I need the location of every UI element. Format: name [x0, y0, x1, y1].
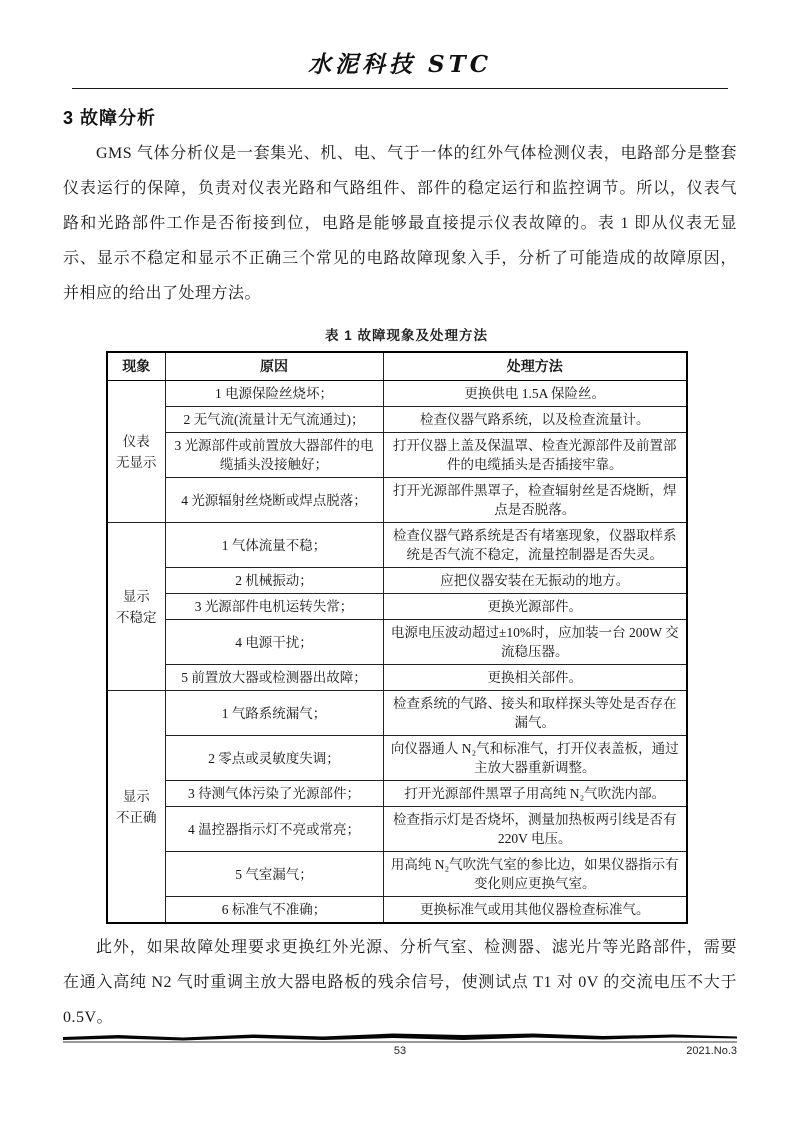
treatment-cell: 检查指示灯是否烧坏，测量加热板两引线是否有 220V 电压。: [383, 807, 687, 852]
table-row: [107, 568, 687, 594]
treatment-cell: 更换供电 1.5A 保险丝。: [383, 381, 687, 407]
table-row: [107, 781, 687, 807]
journal-title: 水泥科技 STC: [307, 51, 493, 78]
cause-cell: 3 待测气体污染了光源部件；: [165, 781, 383, 807]
cause-cell: 2 无气流(流量计无气流通过)；: [165, 407, 383, 433]
cause-cell: 4 光源辐射丝烧断或焊点脱落；: [165, 478, 383, 523]
issue-number: 2021.No.3: [686, 1045, 737, 1057]
page-footer: [63, 1032, 737, 1061]
phenomenon-line: 显示: [122, 788, 150, 804]
phenomenon-cell: [107, 691, 165, 924]
cause-cell: 1 气体流量不稳；: [165, 523, 383, 568]
table-row: [107, 433, 687, 478]
treatment-cell: 用高纯 N₂气吹洗气室的参比边，如果仪器指示有变化则应更换气室。: [383, 852, 687, 897]
treatment-cell: 应把仪器安装在无振动的地方。: [383, 568, 687, 594]
treatment-cell: 更换标准气或用其他仪器检查标准气。: [383, 897, 687, 924]
phenomenon-line: 显示: [122, 588, 150, 604]
phenomenon-cell: [107, 523, 165, 691]
paragraph-2: 此外，如果故障处理要求更换红外光源、分析气室、检测器、滤光片等光路部件，需要在通入高纯 N2 气时重调主放大器电路板的残余信号，使测试点 T1 对 0V 的交流电压不大于 0.5V。: [63, 939, 737, 1026]
table-row: [107, 852, 687, 897]
treatment-cell: 打开仪器上盖及保温罩、检查光源部件及前置部件的电缆插头是否插接牢靠。: [383, 433, 687, 478]
footer-rule: [63, 1032, 737, 1044]
table-row: [107, 665, 687, 691]
table-row: [107, 381, 687, 407]
table-row: [107, 594, 687, 620]
table-row: [107, 897, 687, 924]
phenomenon-line: 无显示: [116, 454, 157, 470]
column-header-treatment: 处理方法: [383, 352, 687, 381]
cause-cell: 1 电源保险丝烧坏；: [165, 381, 383, 407]
treatment-cell: 打开光源部件黑罩子，检查辐射丝是否烧断，焊点是否脱落。: [383, 478, 687, 523]
cause-cell: 5 前置放大器或检测器出故障；: [165, 665, 383, 691]
table-row: [107, 478, 687, 523]
cause-cell: 5 气室漏气；: [165, 852, 383, 897]
treatment-cell: 检查仪器气路系统，以及检查流量计。: [383, 407, 687, 433]
cause-cell: 2 零点或灵敏度失调；: [165, 736, 383, 781]
table-row: [107, 807, 687, 852]
cause-cell: 4 电源干扰；: [165, 620, 383, 665]
cause-cell: 4 温控器指示灯不亮或常亮；: [165, 807, 383, 852]
phenomenon-line: 仪表: [122, 433, 150, 449]
phenomenon-cell: [107, 381, 165, 523]
treatment-cell: 更换相关部件。: [383, 665, 687, 691]
treatment-cell: 更换光源部件。: [383, 594, 687, 620]
phenomenon-line: 不正确: [116, 809, 157, 825]
treatment-cell: 检查系统的气路、接头和取样探头等处是否存在漏气。: [383, 691, 687, 736]
column-header-cause: 原因: [165, 352, 383, 381]
fault-table: [106, 351, 688, 924]
treatment-cell: 电源电压波动超过±10%时，应加装一台 200W 交流稳压器。: [383, 620, 687, 665]
table-row: [107, 407, 687, 433]
section-heading: 3 故障分析: [63, 108, 157, 128]
header-rule: [72, 88, 728, 89]
treatment-cell: 向仪器通人 N₂气和标准气，打开仪表盖板，通过主放大器重新调整。: [383, 736, 687, 781]
footer-texts: [63, 1045, 737, 1061]
table-row: [107, 736, 687, 781]
table-caption: 表 1 故障现象及处理方法: [324, 328, 488, 343]
cause-cell: 3 光源部件或前置放大器部件的电缆插头没接触好；: [165, 433, 383, 478]
treatment-cell: 检查仪器气路系统是否有堵塞现象，仪器取样系统是否气流不稳定，流量控制器是否失灵。: [383, 523, 687, 568]
treatment-cell: 打开光源部件黑罩子用高纯 N₂气吹洗内部。: [383, 781, 687, 807]
table-header-row: [107, 352, 687, 381]
page-number: 53: [393, 1045, 407, 1057]
cause-cell: 1 气路系统漏气；: [165, 691, 383, 736]
table-row: [107, 691, 687, 736]
table-row: [107, 523, 687, 568]
table-row: [107, 620, 687, 665]
cause-cell: 6 标准气不准确；: [165, 897, 383, 924]
phenomenon-line: 不稳定: [116, 609, 157, 625]
paragraph-1: GMS 气体分析仪是一套集光、机、电、气于一体的红外气体检测仪表，电路部分是整套仪表运行的保障，负责对仪表光路和气路组件、部件的稳定运行和监控调节。所以，仪表气路和光路部件工作是否衔接到位，电路是能够最直接提示仪表故障的。表 1 即从仪表无显示、显示不稳定和显示不正确三个常见的电路故障现象入手，分析了可能造成的故障原因，并相应的给出了处理方法。: [63, 145, 737, 302]
cause-cell: 2 机械振动；: [165, 568, 383, 594]
column-header-phenomenon: 现象: [107, 352, 165, 381]
cause-cell: 3 光源部件电机运转失常；: [165, 594, 383, 620]
